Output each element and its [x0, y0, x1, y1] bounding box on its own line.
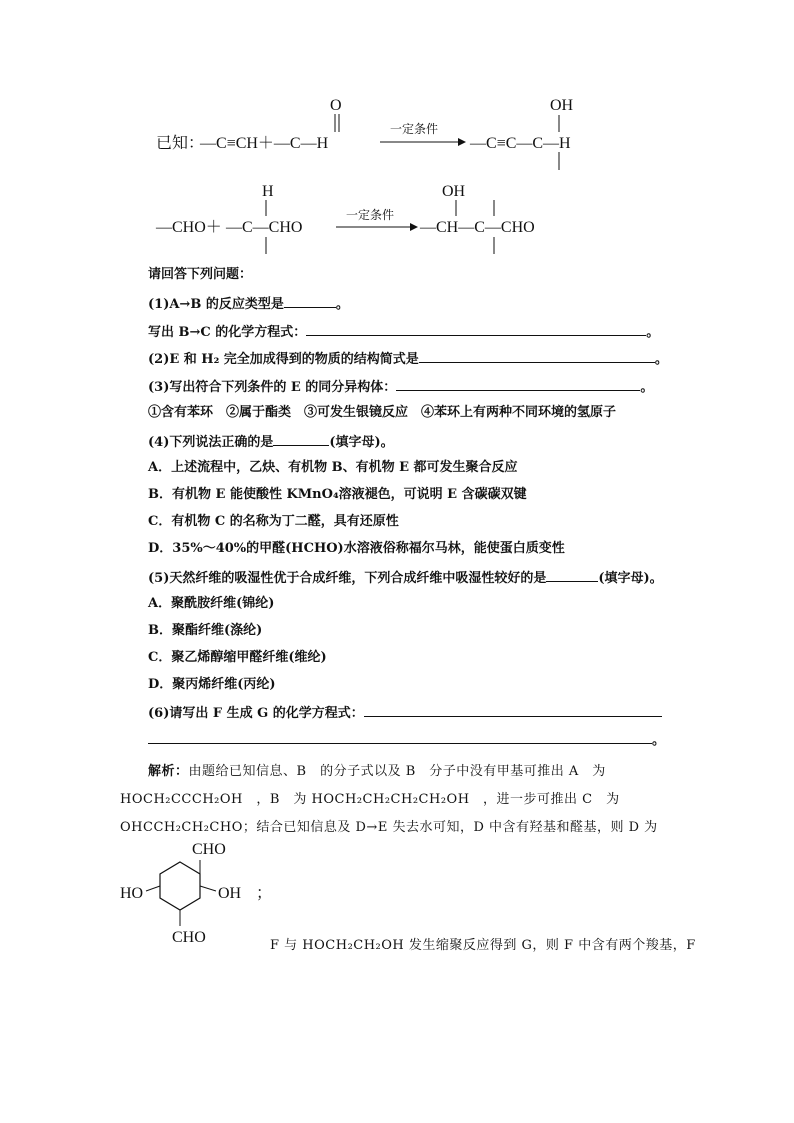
question-4 [148, 432, 394, 452]
struct-bottom-cho: CHO [172, 929, 206, 946]
struct-top-cho: CHO [192, 841, 226, 858]
reaction1-oxygen: O [330, 97, 342, 114]
question-5 [148, 568, 663, 588]
struct-tail: ； [256, 885, 273, 902]
reaction2-left-a: —CHO＋ [156, 219, 222, 236]
reaction1-condition: 一定条件 [390, 122, 439, 136]
answer-blank-2[interactable] [419, 349, 655, 363]
question-5-option-a: A．聚酰胺纤维(锦纶) [148, 596, 275, 611]
answer-blank-4[interactable] [273, 432, 329, 446]
analysis-line-2: HOCH₂CCCH₂OH ，B 为 HOCH₂CH₂CH₂CH₂OH ，进一步可推出 C 为 [120, 792, 620, 807]
analysis-line-3: OHCCH₂CH₂CHO；结合已知信息及 D→E 失去水可知，D 中含有羟基和醛基，则 D 为 [120, 820, 658, 835]
analysis-line-4: F 与 HOCH₂CH₂OH 发生缩聚反应得到 G，则 F 中含有两个羧基，F [270, 938, 696, 953]
question-5-text: (5)天然纤维的吸湿性优于合成纤维，下列合成纤维中吸湿性较好的是 [148, 571, 547, 586]
known-reactions [0, 0, 794, 250]
reaction2-left-b: —C—CHO [226, 219, 303, 236]
answer-blank-6b[interactable] [148, 730, 652, 744]
reaction1-hydroxyl: OH [550, 97, 574, 114]
question-5-option-b: B．聚酯纤维(涤纶) [148, 623, 263, 638]
question-5-option-c: C．聚乙烯醇缩甲醛纤维(维纶) [148, 650, 327, 665]
question-4-option-b: B．有机物 E 能使酸性 KMnO₄溶液褪色，可说明 E 含碳碳双键 [148, 487, 527, 502]
reaction2-condition: 一定条件 [346, 208, 395, 222]
question-6-end: 。 [652, 733, 666, 748]
question-2-end: 。 [654, 352, 668, 367]
struct-left-ho: HO [120, 885, 144, 902]
question-1-end: 。 [335, 297, 349, 312]
question-3 [148, 377, 653, 397]
question-1b-text: 写出 B→C 的化学方程式： [148, 325, 307, 340]
cyclohexane-ring [160, 862, 200, 910]
question-1b [148, 322, 659, 342]
analysis-line-1 [148, 760, 606, 779]
question-1b-end: 。 [646, 325, 660, 340]
answer-blank-5[interactable] [546, 568, 598, 582]
answer-blank-3[interactable] [396, 377, 640, 391]
questions-intro: 请回答下列问题： [148, 267, 253, 282]
reaction2-hydroxyl: OH [442, 183, 466, 200]
reaction1-right: —C≡C—C—H [470, 135, 571, 152]
question-3-end: 。 [640, 380, 654, 395]
reaction1-left: —C≡CH＋—C—H [200, 135, 329, 152]
question-5-end: (填字母)。 [598, 571, 663, 586]
question-6-continuation [148, 730, 665, 750]
answer-blank-6[interactable] [364, 703, 662, 717]
question-5-option-d: D．聚丙烯纤维(丙纶) [148, 677, 276, 692]
question-4-option-c: C．有机物 C 的名称为丁二醛，具有还原性 [148, 514, 399, 529]
question-2 [148, 349, 668, 369]
answer-blank-1b[interactable] [306, 322, 646, 336]
question-4-end: (填字母)。 [329, 435, 394, 450]
question-2-text: (2)E 和 H₂ 完全加成得到的物质的结构简式是 [148, 352, 419, 367]
struct-right-oh: OH [218, 885, 242, 902]
question-1 [148, 294, 349, 314]
answer-blank-1[interactable] [284, 294, 336, 308]
question-4-option-a: A．上述流程中，乙炔、有机物 B、有机物 E 都可发生聚合反应 [148, 460, 518, 475]
question-4-option-d: D．35%～40%的甲醛(HCHO)水溶液俗称福尔马林，能使蛋白质变性 [148, 541, 565, 556]
reaction2-right: —CH—C—CHO [420, 219, 535, 236]
reaction2-hydrogen: H [262, 183, 274, 200]
question-6 [148, 703, 662, 723]
compound-d-structure [110, 832, 273, 947]
analysis-label: 解析： [148, 764, 189, 779]
question-1-text: (1)A→B 的反应类型是 [148, 297, 284, 312]
reaction1-prefix: 已知： [156, 135, 205, 152]
question-3-text: (3)写出符合下列条件的 E 的同分异构体： [148, 380, 397, 395]
question-4-text: (4)下列说法正确的是 [148, 435, 274, 450]
question-3-conditions: ①含有苯环 ②属于酯类 ③可发生银镜反应 ④苯环上有两种不同环境的氢原子 [148, 405, 617, 420]
analysis-text-1: 由题给已知信息、B 的分子式以及 B 分子中没有甲基可推出 A 为 [188, 764, 606, 779]
question-6-text: (6)请写出 F 生成 G 的化学方程式： [148, 706, 364, 721]
